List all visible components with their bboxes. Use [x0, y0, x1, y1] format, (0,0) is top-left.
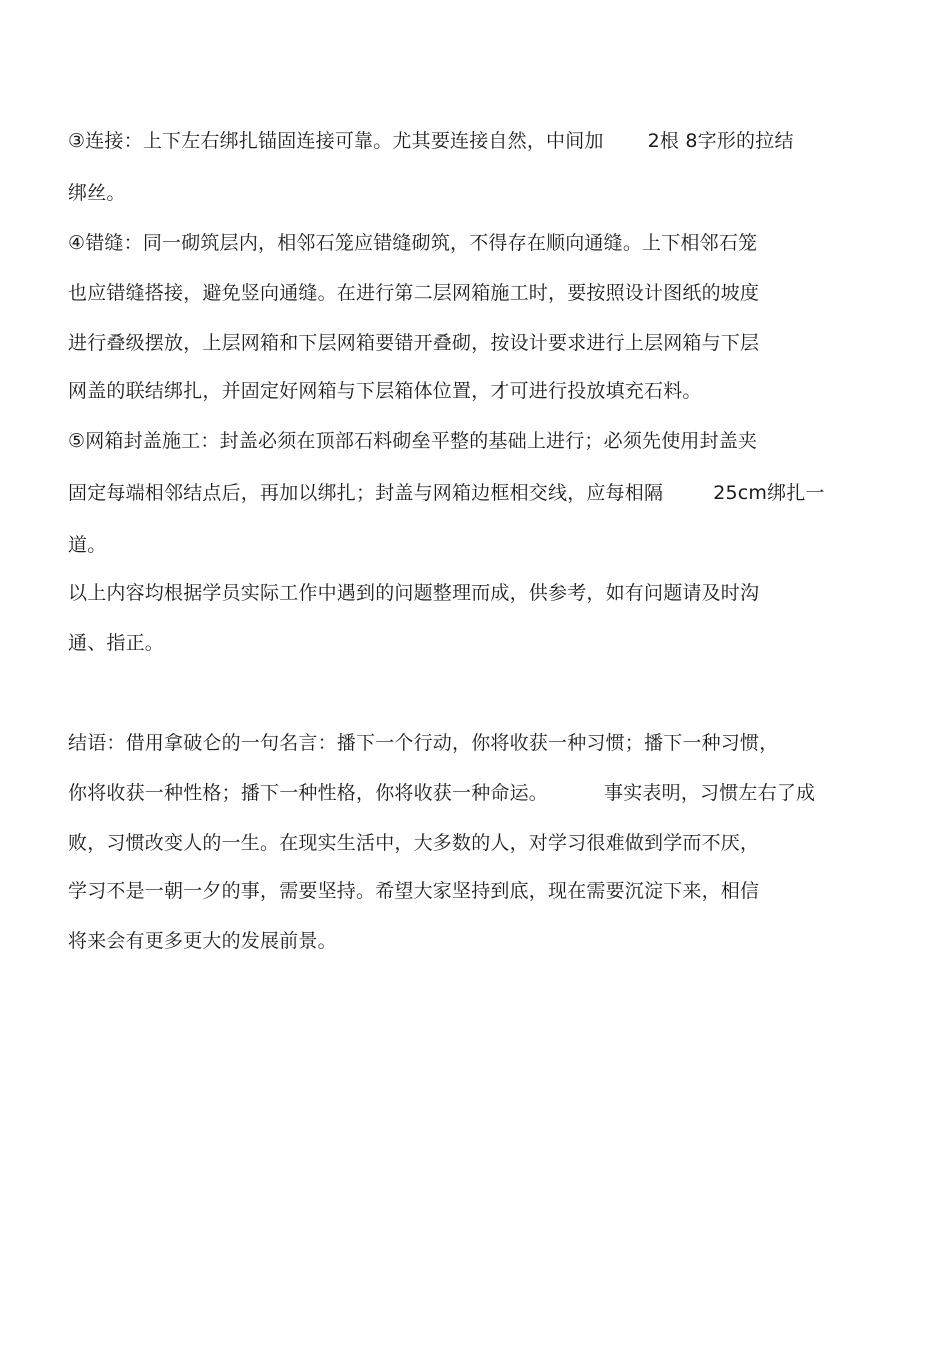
text-line — [68, 128, 794, 154]
text-segment: 2根 8字形的拉结 — [647, 130, 794, 152]
text-segment: ③连接：上下左右绑扎锚固连接可靠。尤其要连接自然，中间加 — [68, 130, 604, 152]
text-line — [68, 730, 778, 756]
text-segment: 将来会有更多更大的发展前景。 — [68, 930, 337, 952]
text-segment: 道。 — [68, 534, 107, 556]
text-segment: 通、指正。 — [68, 632, 165, 654]
text-line — [68, 780, 815, 806]
text-line — [68, 230, 757, 256]
text-line — [68, 878, 759, 904]
text-segment: ④错缝：同一砌筑层内，相邻石笼应错缝砌筑，不得存在顺向通缝。上下相邻石笼 — [68, 232, 758, 254]
text-segment: 败，习惯改变人的一生。在现实生活中，大多数的人，对学习很难做到学而不厌， — [68, 832, 760, 854]
text-line — [68, 532, 106, 558]
text-line — [68, 428, 757, 454]
text-segment: 结语：借用拿破仑的一句名言：播下一个行动，你将收获一种习惯；播下一种习惯， — [68, 732, 779, 754]
text-segment: ⑤网箱封盖施工：封盖必须在顶部石料砌垒平整的基础上进行；必须先使用封盖夹 — [68, 430, 758, 452]
text-line — [68, 928, 337, 954]
text-line — [68, 830, 759, 856]
text-segment: 25cm绑扎一 — [713, 482, 825, 504]
text-line — [68, 630, 164, 656]
text-line — [68, 378, 702, 404]
text-segment: 以上内容均根据学员实际工作中遇到的问题整理而成，供参考，如有问题请及时沟 — [68, 582, 760, 604]
text-line — [68, 330, 759, 356]
text-line — [68, 580, 759, 606]
text-segment: 固定每端相邻结点后，再加以绑扎；封盖与网箱边框相交线，应每相隔 — [68, 482, 664, 504]
text-segment: 你将收获一种性格；播下一种性格，你将收获一种命运。 — [68, 782, 549, 804]
text-line — [68, 180, 126, 206]
text-line — [68, 480, 825, 506]
text-segment: 绑丝。 — [68, 182, 126, 204]
text-segment: 学习不是一朝一夕的事，需要坚持。希望大家坚持到底，现在需要沉淀下来，相信 — [68, 880, 760, 902]
text-segment: 也应错缝搭接，避免竖向通缝。在进行第二层网箱施工时，要按照设计图纸的坡度 — [68, 282, 760, 304]
text-segment: 进行叠级摆放，上层网箱和下层网箱要错开叠砌，按设计要求进行上层网箱与下层 — [68, 332, 760, 354]
text-line — [68, 280, 759, 306]
text-segment: 事实表明，习惯左右了成 — [604, 782, 816, 804]
text-segment: 网盖的联结绑扎，并固定好网箱与下层箱体位置，才可进行投放填充石料。 — [68, 380, 702, 402]
